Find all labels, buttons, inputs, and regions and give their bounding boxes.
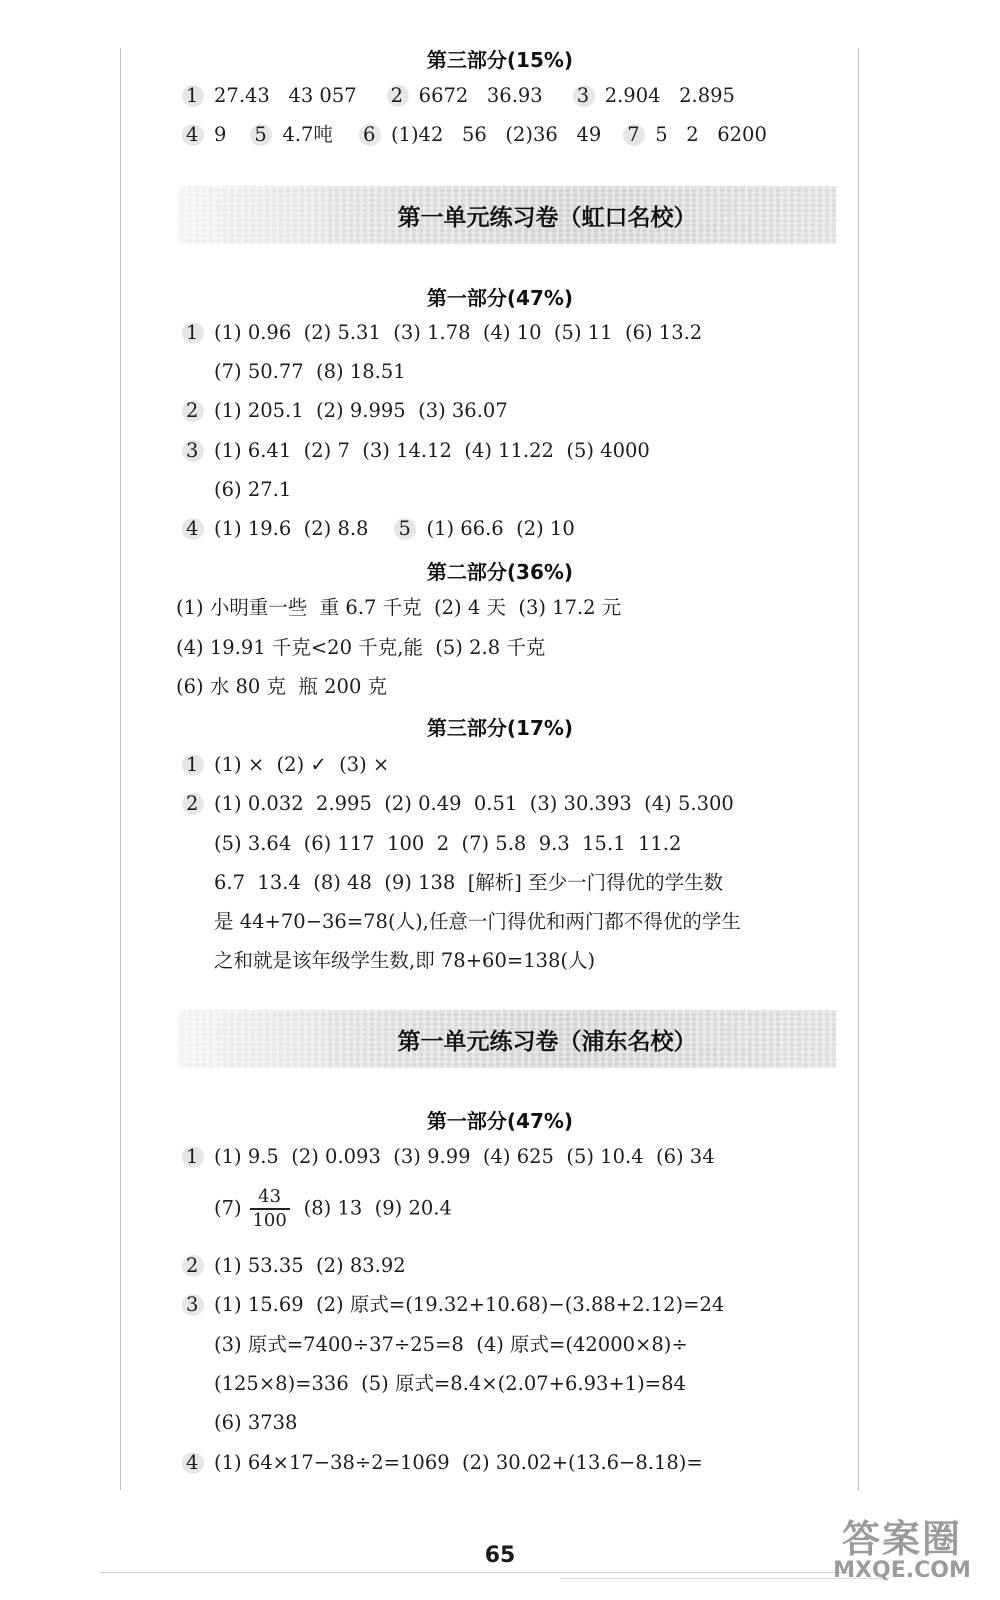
answer-line (186, 320, 702, 346)
answer-line (186, 752, 389, 778)
answer-text: (1) 6.41 (2) 7 (3) 14.12 (4) 11.22 (5) 4000 (214, 439, 650, 462)
answer-text: 2.904 2.895 (604, 84, 735, 107)
question-number: 2 (391, 83, 419, 109)
section-title: 第三部分(17%) (426, 716, 574, 740)
fraction (250, 1186, 290, 1232)
footer-rule (100, 1572, 850, 1573)
question-number: 1 (186, 83, 214, 109)
answer-line (186, 1450, 703, 1476)
question-number: 1 (186, 320, 214, 346)
right-margin-line (858, 48, 859, 1490)
answer-line (186, 1253, 406, 1279)
question-number: 5 (254, 122, 282, 148)
answer-text: (1) 66.6 (2) 10 (426, 517, 575, 540)
answer-line: 是 44+70−36=78(人),任意一门得优和两门都不得优的学生 (214, 910, 741, 933)
answer-text: 27.43 43 057 (214, 84, 357, 107)
question-number: 1 (186, 1144, 214, 1170)
answer-text: 4.7吨 (282, 123, 333, 146)
answer-line: 之和就是该年级学生数,即 78+60=138(人) (214, 949, 596, 972)
answer-text: (1) 0.96 (2) 5.31 (3) 1.78 (4) 10 (5) 11 (6) 13.2 (214, 321, 703, 344)
answer-line (186, 122, 767, 148)
answer-line: (6) 27.1 (214, 478, 292, 501)
answer-text: 9 (214, 123, 227, 146)
question-number: 3 (186, 438, 214, 464)
question-number: 2 (186, 1253, 214, 1279)
answer-line: (3) 原式=7400÷37÷25=8 (4) 原式=(42000×8)÷ (214, 1333, 688, 1356)
question-number: 4 (186, 122, 214, 148)
question-number: 7 (627, 122, 655, 148)
answer-line: (5) 3.64 (6) 117 100 2 (7) 5.8 9.3 15.1 11.2 (214, 832, 682, 855)
answer-text: (1) 205.1 (2) 9.995 (3) 36.07 (214, 399, 508, 422)
section-title: 第一部分(47%) (426, 1109, 574, 1133)
section-title: 第二部分(36%) (426, 560, 574, 584)
section-title: 第一部分(47%) (426, 286, 574, 310)
banner-title: 第一单元练习卷（浦东名校） (397, 1028, 697, 1055)
watermark-logo: 答案圈 (841, 1517, 962, 1561)
question-number: 1 (186, 752, 214, 778)
answer-line (186, 1144, 715, 1170)
answer-line: (125×8)=336 (5) 原式=8.4×(2.07+6.93+1)=84 (214, 1372, 686, 1395)
page-number: 65 (484, 1543, 516, 1568)
answer-text: (8) 13 (9) 20.4 (303, 1196, 452, 1220)
answer-text: (1) 9.5 (2) 0.093 (3) 9.99 (4) 625 (5) 10.4 (6) 34 (214, 1145, 715, 1168)
question-number: 4 (186, 516, 214, 542)
answer-line: (6) 水 80 克 瓶 200 克 (176, 675, 388, 698)
answer-line: (1) 小明重一些 重 6.7 千克 (2) 4 天 (3) 17.2 元 (176, 596, 622, 619)
answer-text: 5 2 6200 (655, 123, 767, 146)
answer-line: (7) 50.77 (8) 18.51 (214, 360, 406, 383)
question-number: 2 (186, 398, 214, 424)
answer-text: (7) (214, 1196, 242, 1220)
question-number: 6 (363, 122, 391, 148)
answer-line (186, 516, 575, 542)
answer-text: (1) 53.35 (2) 83.92 (214, 1254, 406, 1277)
section-banner (178, 186, 836, 244)
question-number: 5 (398, 516, 426, 542)
answer-line: 6.7 13.4 (8) 48 (9) 138 [解析] 至少一门得优的学生数 (214, 871, 724, 894)
answer-text: (1) 15.69 (2) 原式=(19.32+10.68)−(3.88+2.12)=24 (214, 1293, 725, 1316)
answer-text: (1) 19.6 (2) 8.8 (214, 517, 369, 540)
answer-line: (6) 3738 (214, 1411, 298, 1434)
answer-line (214, 1186, 452, 1232)
question-number: 4 (186, 1450, 214, 1476)
answer-line (186, 1292, 724, 1318)
fraction-numerator: 43 (258, 1186, 282, 1207)
watermark-url: MXQE.COM (833, 1558, 971, 1583)
answer-text: (1)42 56 (2)36 49 (390, 123, 602, 146)
question-number: 3 (577, 83, 605, 109)
answer-line: (4) 19.91 千克<20 千克,能 (5) 2.8 千克 (176, 636, 546, 659)
section-banner (178, 1010, 836, 1068)
answer-line (186, 438, 650, 464)
watermark (822, 1508, 982, 1588)
left-margin-line (120, 48, 121, 1490)
answer-text: 6672 36.93 (418, 84, 543, 107)
section-title: 第三部分(15%) (426, 48, 574, 72)
question-number: 3 (186, 1292, 214, 1318)
answer-text: (1) 64×17−38÷2=1069 (2) 30.02+(13.6−8.18)= (214, 1451, 703, 1474)
answer-text: (1) × (2) ✓ (3) × (214, 753, 390, 776)
answer-line (186, 791, 734, 817)
answer-line (186, 398, 508, 424)
banner-title: 第一单元练习卷（虹口名校） (397, 204, 697, 231)
answer-text: (1) 0.032 2.995 (2) 0.49 0.51 (3) 30.393 (4) 5.300 (214, 792, 734, 815)
answer-line (186, 83, 735, 109)
fraction-denominator: 100 (252, 1209, 287, 1231)
question-number: 2 (186, 791, 214, 817)
